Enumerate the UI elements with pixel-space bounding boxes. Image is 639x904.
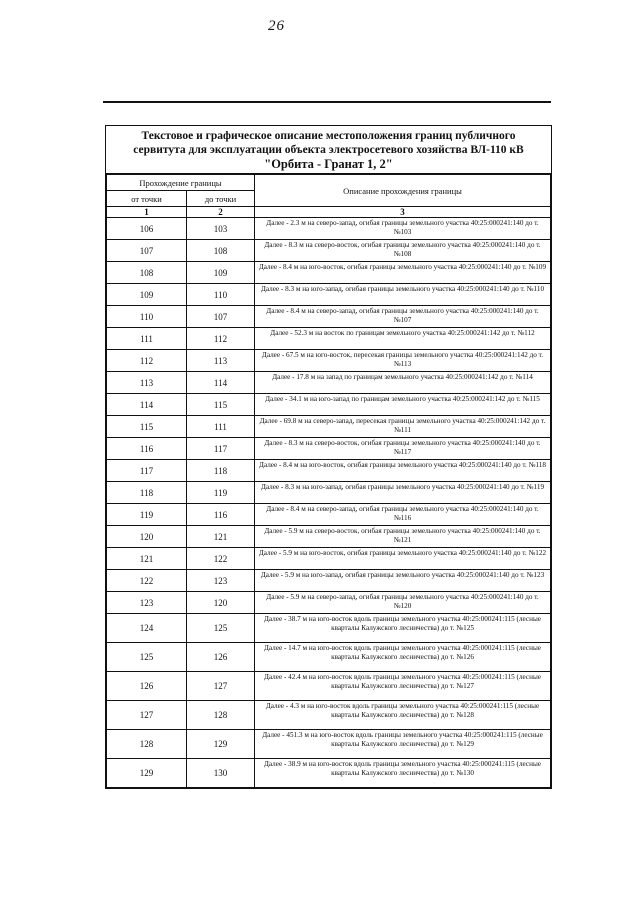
table-row	[107, 730, 551, 759]
to-point-cell: 126	[187, 643, 255, 672]
table-row	[107, 262, 551, 284]
table-row	[107, 218, 551, 240]
from-point-cell: 121	[107, 548, 187, 570]
to-point-cell: 103	[187, 218, 255, 240]
to-point-cell: 114	[187, 372, 255, 394]
from-point-cell: 114	[107, 394, 187, 416]
table-row	[107, 284, 551, 306]
to-point-cell: 107	[187, 306, 255, 328]
description-cell: Далее - 14.7 м на юго-восток вдоль границы земельного участка 40:25:000241:115 (лесные кварталы Калужского лесничества) до т. №126	[255, 643, 551, 672]
header-boundary-passage: Прохождение границы	[107, 175, 255, 191]
table-row	[107, 306, 551, 328]
table-row	[107, 526, 551, 548]
description-cell: Далее - 8.4 м на северо-запад, огибая границы земельного участка 40:25:000241:140 до т. №116	[255, 504, 551, 526]
header-to-point: до точки	[187, 191, 255, 207]
table-row	[107, 504, 551, 526]
from-point-cell: 124	[107, 614, 187, 643]
description-cell: Далее - 52.3 м на восток по границам земельного участка 40:25:000241:142 до т. №112	[255, 328, 551, 350]
description-cell: Далее - 67.5 м на юго-восток, пересекая границы земельного участка 40:25:000241:142 до т. №113	[255, 350, 551, 372]
description-cell: Далее - 8.3 м на юго-запад, огибая границы земельного участка 40:25:000241:140 до т. №119	[255, 482, 551, 504]
to-point-cell: 122	[187, 548, 255, 570]
from-point-cell: 106	[107, 218, 187, 240]
to-point-cell: 130	[187, 759, 255, 788]
from-point-cell: 108	[107, 262, 187, 284]
table-row	[107, 438, 551, 460]
table-row	[107, 372, 551, 394]
from-point-cell: 115	[107, 416, 187, 438]
table-row	[107, 548, 551, 570]
page-number: 26	[268, 18, 285, 34]
description-cell: Далее - 2.3 м на северо-запад, огибая границы земельного участка 40:25:000241:140 до т. №103	[255, 218, 551, 240]
to-point-cell: 118	[187, 460, 255, 482]
title-line-1: Текстовое и графическое описание местоположения границ публичного	[141, 130, 516, 142]
description-cell: Далее - 34.1 м на юго-запад по границам земельного участка 40:25:000241:142 до т. №115	[255, 394, 551, 416]
table-row	[107, 592, 551, 614]
description-cell: Далее - 42.4 м на юго-восток вдоль границы земельного участка 40:25:000241:115 (лесные кварталы Калужского лесничества) до т. №127	[255, 672, 551, 701]
from-point-cell: 116	[107, 438, 187, 460]
from-point-cell: 125	[107, 643, 187, 672]
table-row	[107, 240, 551, 262]
table-row	[107, 701, 551, 730]
header-description: Описание прохождения границы	[255, 175, 551, 207]
table-row	[107, 759, 551, 788]
table-row	[107, 672, 551, 701]
table-row	[107, 328, 551, 350]
to-point-cell: 116	[187, 504, 255, 526]
to-point-cell: 117	[187, 438, 255, 460]
from-point-cell: 110	[107, 306, 187, 328]
to-point-cell: 113	[187, 350, 255, 372]
from-point-cell: 107	[107, 240, 187, 262]
from-point-cell: 127	[107, 701, 187, 730]
description-cell: Далее - 4.3 м на юго-восток вдоль границы земельного участка 40:25:000241:115 (лесные кварталы Калужского лесничества) до т. №128	[255, 701, 551, 730]
to-point-cell: 110	[187, 284, 255, 306]
description-cell: Далее - 5.9 м на северо-запад, огибая границы земельного участка 40:25:000241:140 до т. №120	[255, 592, 551, 614]
from-point-cell: 128	[107, 730, 187, 759]
from-point-cell: 118	[107, 482, 187, 504]
column-number-1: 1	[107, 207, 187, 218]
from-point-cell: 109	[107, 284, 187, 306]
to-point-cell: 109	[187, 262, 255, 284]
description-cell: Далее - 17.8 м на запад по границам земельного участка 40:25:000241:142 до т. №114	[255, 372, 551, 394]
description-cell: Далее - 5.9 м на северо-восток, огибая границы земельного участка 40:25:000241:140 до т. №121	[255, 526, 551, 548]
from-point-cell: 122	[107, 570, 187, 592]
table-row	[107, 460, 551, 482]
boundary-table	[106, 174, 551, 788]
from-point-cell: 111	[107, 328, 187, 350]
description-cell: Далее - 8.4 м на юго-восток, огибая границы земельного участка 40:25:000241:140 до т. №118	[255, 460, 551, 482]
title-line-3: "Орбита - Гранат 1, 2"	[264, 157, 393, 171]
to-point-cell: 111	[187, 416, 255, 438]
header-rule	[103, 101, 551, 103]
table-row	[107, 570, 551, 592]
to-point-cell: 108	[187, 240, 255, 262]
from-point-cell: 120	[107, 526, 187, 548]
to-point-cell: 121	[187, 526, 255, 548]
from-point-cell: 117	[107, 460, 187, 482]
to-point-cell: 128	[187, 701, 255, 730]
table-row	[107, 643, 551, 672]
table-row	[107, 350, 551, 372]
table-body	[107, 218, 551, 788]
description-cell: Далее - 38.7 м на юго-восток вдоль границы земельного участка 40:25:000241:115 (лесные кварталы Калужского лесничества) до т. №125	[255, 614, 551, 643]
to-point-cell: 127	[187, 672, 255, 701]
description-cell: Далее - 8.4 м на северо-запад, огибая границы земельного участка 40:25:000241:140 до т. №107	[255, 306, 551, 328]
from-point-cell: 129	[107, 759, 187, 788]
header-from-point: от точки	[107, 191, 187, 207]
table-row	[107, 482, 551, 504]
table-row	[107, 416, 551, 438]
description-cell: Далее - 451.3 м на юго-восток вдоль границы земельного участка 40:25:000241:115 (лесные кварталы Калужского лесничества) до т. №129	[255, 730, 551, 759]
from-point-cell: 119	[107, 504, 187, 526]
from-point-cell: 123	[107, 592, 187, 614]
column-number-3: 3	[255, 207, 551, 218]
table-row	[107, 394, 551, 416]
table-row	[107, 614, 551, 643]
description-cell: Далее - 5.9 м на юго-запад, огибая границы земельного участка 40:25:000241:140 до т. №123	[255, 570, 551, 592]
description-cell: Далее - 5.9 м на юго-восток, огибая границы земельного участка 40:25:000241:140 до т. №122	[255, 548, 551, 570]
description-cell: Далее - 69.8 м на северо-запад, пересекая границы земельного участка 40:25:000241:142 до т. №111	[255, 416, 551, 438]
to-point-cell: 120	[187, 592, 255, 614]
title-line-2: сервитута для эксплуатации объекта электросетевого хозяйства ВЛ-110 кВ	[133, 144, 524, 156]
to-point-cell: 125	[187, 614, 255, 643]
to-point-cell: 112	[187, 328, 255, 350]
to-point-cell: 115	[187, 394, 255, 416]
from-point-cell: 113	[107, 372, 187, 394]
to-point-cell: 129	[187, 730, 255, 759]
document-title	[106, 126, 551, 174]
description-cell: Далее - 8.3 м на северо-восток, огибая границы земельного участка 40:25:000241:140 до т. №108	[255, 240, 551, 262]
from-point-cell: 112	[107, 350, 187, 372]
description-cell: Далее - 8.3 м на юго-запад, огибая границы земельного участка 40:25:000241:140 до т. №110	[255, 284, 551, 306]
column-number-2: 2	[187, 207, 255, 218]
servitude-description-frame	[105, 125, 552, 789]
description-cell: Далее - 8.3 м на северо-восток, огибая границы земельного участка 40:25:000241:140 до т. №117	[255, 438, 551, 460]
description-cell: Далее - 38.9 м на юго-восток вдоль границы земельного участка 40:25:000241:115 (лесные кварталы Калужского лесничества) до т. №130	[255, 759, 551, 788]
to-point-cell: 119	[187, 482, 255, 504]
description-cell: Далее - 8.4 м на юго-восток, огибая границы земельного участка 40:25:000241:140 до т. №109	[255, 262, 551, 284]
to-point-cell: 123	[187, 570, 255, 592]
from-point-cell: 126	[107, 672, 187, 701]
